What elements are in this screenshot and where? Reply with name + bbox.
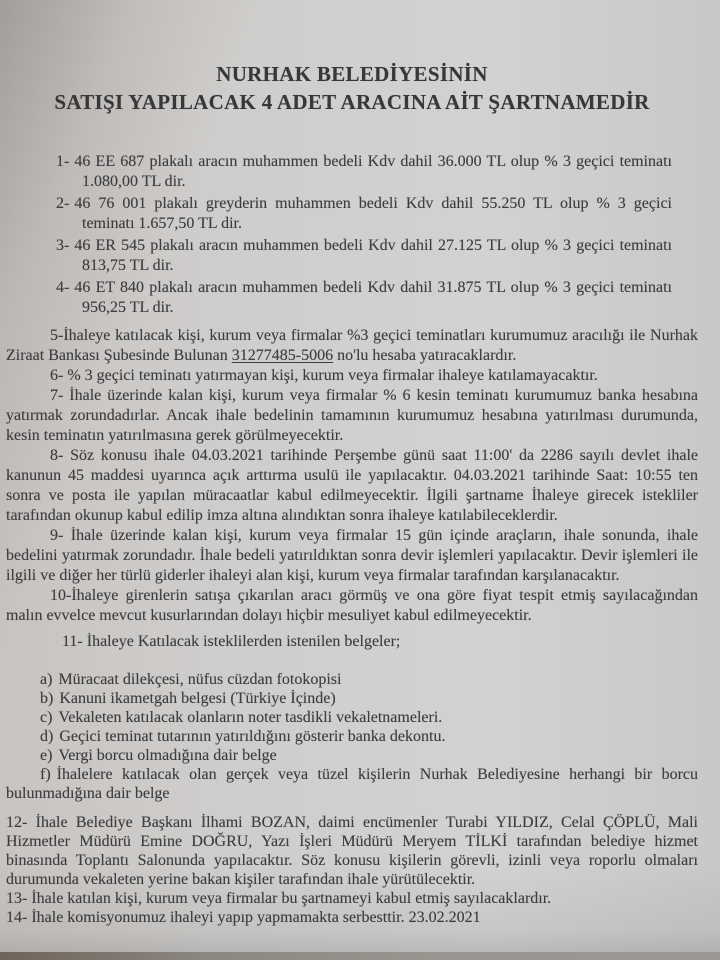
document-item-text: Geçici teminat tutarının yatırıldığını gösterir banka dekontu. [59,728,446,745]
vehicle-item-text: 46 ER 545 plakalı aracın muhammen bedeli Kdv dahil 27.125 TL olup % 3 geçici teminatı 813,75 TL dir. [74,237,672,274]
clause-9: 9- İhale üzerinde kalan kişi, kurum veya firmalar 15 gün içinde araçların, ihale sonunda, ihale bedelini yatırmak zorundadır. İhale bedeli yatırıldıktan sonra devir işlemleri yapılacaktır. Devir işlemleri ile ilgili ve diğer her türlü giderler ihaleyi alan kişi, kurum veya firmalar tarafından karşılanacaktır. [6,527,698,584]
document-item-text: Vekaleten katılacak olanların noter tasdikli vekaletnameleri. [58,709,443,726]
clause-8: 8- Söz konusu ihale 04.03.2021 tarihinde Perşembe günü saat 11:00' da 2286 sayılı devlet ihale kanunun 45 maddesi uyarınca açık arttırma usulü ile yapılacaktır. 04.03.2021 tarihinde Saat: 10:55 ten sonra ve posta ile yapılan müracaatlar kabul edilmeyecektir. İlgili şartname İhaleye girecek istekliler tarafından okunup kabul edilip imza altına alındıktan sonra ihaleye katılabileceklerdir. [6,447,698,524]
vehicle-item-text: 46 76 001 plakalı greyderin muhammen bedeli Kdv dahil 55.250 TL olup % 3 geçici teminatı 1.657,50 TL dir. [74,195,672,232]
vehicle-item-3 [56,236,672,276]
clause-5 [6,326,698,366]
vehicle-list [56,152,672,318]
document-item-e [40,746,698,765]
document-item-text: Vergi borcu olmadığına dair belge [58,747,277,764]
required-documents-list [40,670,698,765]
item-number: 4- [56,279,70,296]
item-number: 1- [56,153,70,170]
title-line-2: SATIŞI YAPILACAK 4 ADET ARACINA AİT ŞARTNAMEDİR [54,90,650,114]
item-letter: c) [40,709,53,726]
closing-clauses [6,813,698,927]
vehicle-item-4 [56,278,672,318]
clause-12: 12- İhale Belediye Başkanı İlhami BOZAN, daimi encümenler Turabi YILDIZ, Celal ÇÖPLÜ, Mali Hizmetler Müdürü Emine DOĞRU, Yazı İşleri Müdürü Meryem TİLKİ tarafından belediye hizmet binasında Toplantı Salonunda yapılacaktır. Söz konusu kişilerin görevli, izinli veya roporlu olmaları durumunda vekaleten yerine bakan kişiler tarafından ihale yürütülecektir. [6,814,698,888]
document-item-text: Müracaat dilekçesi, nüfus cüzdan fotokopisi [58,671,342,688]
item-letter: b) [40,690,54,707]
clause-13: 13- İhale katılan kişi, kurum veya firmalar bu şartnameyi kabul etmiş sayılacaklardır. [6,890,552,907]
document-item-text: İhalelere katılacak olan gerçek veya tüzel kişilerin Nurhak Belediyesine herhangi bir borcu bulunmadığına dair belge [6,766,698,802]
document-item-d [40,727,698,746]
clause-5-text-after: no'lu hesaba yatıracaklardır. [333,347,517,364]
document-item-f [6,765,698,803]
document-title [6,60,698,116]
item-number: 2- [56,195,70,212]
bank-account-number: 31277485-5006 [231,347,334,364]
clause-7: 7- İhale üzerinde kalan kişi, kurum veya firmalar % 6 kesin teminatı kurumumuz banka hesabına yatırmak zorundadırlar. Ancak ihale bedelinin tamamının kurumumuz hesabına yatırılması durumunda, kesin teminatın yatırılmasına gerek görülmeyecektir. [6,387,698,444]
title-line-1: NURHAK BELEDİYESİNİN [216,62,488,86]
clause-10: 10-İhaleye girenlerin satışa çıkarılan aracı görmüş ve ona göre fiyat tespit etmiş sayılacağından malın evvelce mevcut kusurlarından dolayı hiçbir mesuliyet kabul edilmeyecektir. [6,587,698,624]
document-item-a [40,670,698,689]
clause-14: 14- İhale komisyonumuz ihaleyi yapıp yapmamakta serbesttir. 23.02.2021 [6,909,481,926]
item-number: 3- [56,237,70,254]
clause-6: 6- % 3 geçici teminatı yatırmayan kişi, kurum veya firmalar ihaleye katılamayacaktır. [50,367,598,384]
item-letter: d) [40,728,54,745]
item-letter: a) [40,671,53,688]
clause-section [6,326,698,626]
vehicle-item-text: 46 ET 840 plakalı aracın muhammen bedeli Kdv dahil 31.875 TL olup % 3 geçici teminatı 956,25 TL dir. [74,279,672,316]
document-item-text: Kanuni ikametgah belgesi (Türkiye İçinde) [59,690,336,707]
vehicle-item-text: 46 EE 687 plakalı aracın muhammen bedeli Kdv dahil 36.000 TL olup % 3 geçici teminatı 1.080,00 TL dir. [74,153,672,190]
document-item-b [40,689,698,708]
clause-5-text: 5-İhaleye katılacak kişi, kurum veya firmalar %3 geçici teminatları kurumumuz aracılığı ile Nurhak Ziraat Bankası Şubesinde Bulunan [6,327,698,364]
item-letter: e) [40,747,53,764]
document-item-c [40,708,698,727]
vehicle-item-1 [56,152,672,192]
clause-11-heading: 11- İhaleye Katılacak isteklilerden istenilen belgeler; [62,633,401,650]
item-letter: f) [40,766,51,783]
vehicle-item-2 [56,194,672,234]
